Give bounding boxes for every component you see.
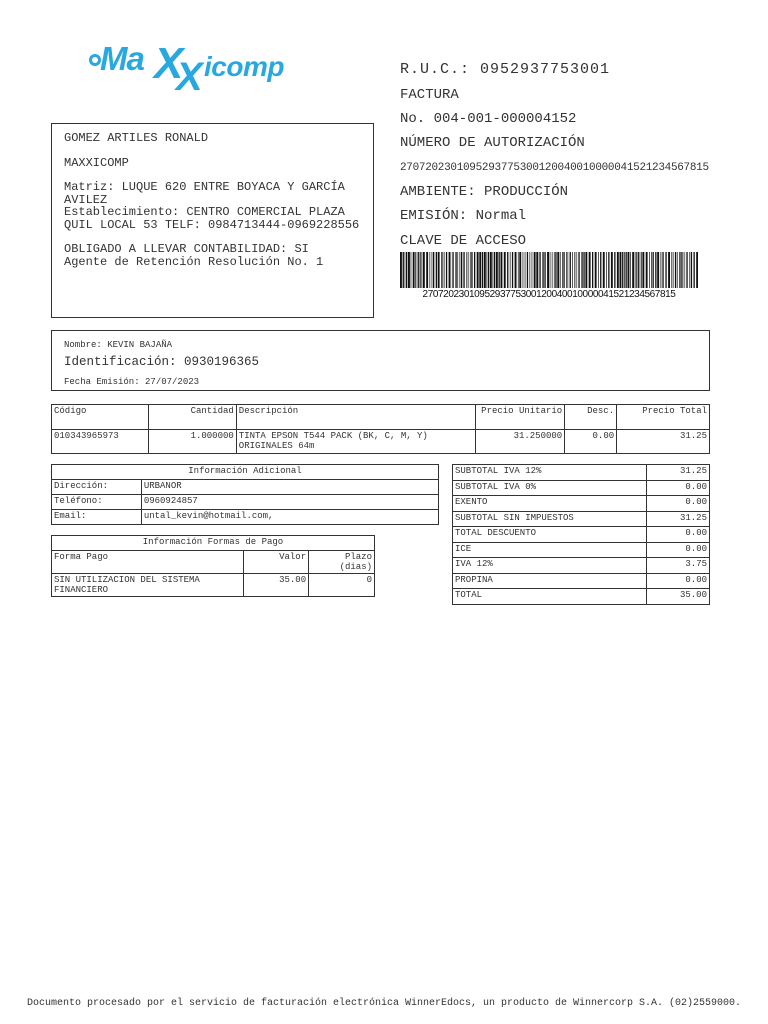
ruc-number: R.U.C.: 0952937753001 bbox=[400, 61, 611, 78]
barcode-bar bbox=[691, 252, 692, 288]
barcode-bar bbox=[512, 252, 513, 288]
total-value: 0.00 bbox=[647, 480, 710, 496]
barcode-bar bbox=[663, 252, 664, 288]
info-value: 0960924857 bbox=[141, 495, 438, 510]
barcode-bar bbox=[417, 252, 418, 288]
header-quantity: Cantidad bbox=[148, 405, 236, 430]
barcode-bar bbox=[630, 252, 631, 288]
table-row bbox=[453, 558, 710, 574]
total-label: EXENTO bbox=[453, 496, 647, 512]
barcode-bar bbox=[504, 252, 506, 288]
barcode-bar bbox=[554, 252, 555, 288]
barcode-bar bbox=[464, 252, 465, 288]
barcode-bar bbox=[470, 252, 471, 288]
barcode-bar bbox=[408, 252, 410, 288]
barcode-bar bbox=[624, 252, 625, 288]
table-row bbox=[453, 480, 710, 496]
barcode-bar bbox=[403, 252, 404, 288]
barcode-bar bbox=[493, 252, 494, 288]
barcode-bar bbox=[687, 252, 688, 288]
table-row bbox=[453, 527, 710, 543]
barcode-bar bbox=[581, 252, 582, 288]
payment-info-table bbox=[51, 535, 375, 597]
barcode-bar bbox=[680, 252, 681, 288]
barcode-bar bbox=[474, 252, 475, 288]
barcode-bar bbox=[461, 252, 462, 288]
svg-text:icomp: icomp bbox=[204, 51, 284, 82]
barcode-bar bbox=[452, 252, 453, 288]
barcode-bar bbox=[442, 252, 443, 288]
barcode-number: 2707202301095293775300120040010000041521234567815 bbox=[422, 289, 676, 300]
access-key-label: CLAVE DE ACCESO bbox=[400, 233, 527, 249]
barcode-bar bbox=[550, 252, 551, 288]
emission-label: EMISIÓN: Normal bbox=[400, 208, 527, 224]
items-header-row bbox=[52, 405, 710, 430]
barcode-bar bbox=[552, 252, 553, 288]
barcode-bar bbox=[589, 252, 591, 288]
issuer-name: GOMEZ ARTILES RONALD bbox=[64, 131, 209, 145]
environment-label: AMBIENTE: PRODUCCIÓN bbox=[400, 184, 569, 200]
barcode-bar bbox=[441, 252, 442, 288]
barcode-bar bbox=[689, 252, 690, 288]
header-payment-method: Forma Pago bbox=[52, 551, 244, 574]
svg-text:Ma: Ma bbox=[100, 40, 144, 77]
total-value: 0.00 bbox=[647, 542, 710, 558]
info-value: untal_kevin@hotmail.com, bbox=[141, 510, 438, 525]
total-value: 0.00 bbox=[647, 527, 710, 543]
barcode-bar bbox=[638, 252, 639, 288]
barcode-bar bbox=[400, 252, 402, 288]
footer-note: Documento procesado por el servicio de facturación electrónica WinnerEdocs, un producto de Winnercorp S.A. (02)2559000. bbox=[26, 998, 742, 1009]
barcode-bar bbox=[640, 252, 641, 288]
barcode-bar bbox=[432, 252, 433, 288]
table-row bbox=[453, 542, 710, 558]
barcode-bar bbox=[479, 252, 481, 288]
issuer-accounting: OBLIGADO A LLEVAR CONTABILIDAD: SI bbox=[64, 242, 309, 256]
barcode-bar bbox=[585, 252, 587, 288]
barcode-bar bbox=[460, 252, 461, 288]
barcode-bar bbox=[515, 252, 517, 288]
barcode-bar bbox=[540, 252, 541, 288]
item-unit-price: 31.250000 bbox=[476, 430, 565, 454]
table-row bbox=[453, 511, 710, 527]
total-label: TOTAL DESCUENTO bbox=[453, 527, 647, 543]
barcode-bar bbox=[494, 252, 495, 288]
barcode-bar bbox=[463, 252, 464, 288]
payment-method: SIN UTILIZACION DEL SISTEMA FINANCIERO bbox=[52, 574, 244, 597]
barcode-bar bbox=[406, 252, 407, 288]
item-quantity: 1.000000 bbox=[148, 430, 236, 454]
barcode-bar bbox=[611, 252, 613, 288]
buyer-info-box bbox=[51, 330, 710, 391]
barcode-bar bbox=[606, 252, 607, 288]
barcode-bar bbox=[422, 252, 423, 288]
barcode-bar bbox=[579, 252, 580, 288]
barcode-bar bbox=[657, 252, 659, 288]
barcode-bar bbox=[649, 252, 650, 288]
barcode-bar bbox=[603, 252, 605, 288]
header-payment-value: Valor bbox=[244, 551, 309, 574]
barcode-bar bbox=[426, 252, 428, 288]
barcode-bar bbox=[661, 252, 662, 288]
barcode-bar bbox=[444, 252, 445, 288]
payment-info-title: Información Formas de Pago bbox=[52, 536, 375, 551]
barcode-bar bbox=[536, 252, 538, 288]
barcode-bar bbox=[628, 252, 630, 288]
header-description: Descripción bbox=[236, 405, 476, 430]
barcode-bar bbox=[415, 252, 416, 288]
barcode-bar bbox=[636, 252, 637, 288]
buyer-name: Nombre: KEVIN BAJAÑA bbox=[64, 340, 173, 350]
barcode-bar bbox=[542, 252, 543, 288]
items-table bbox=[51, 404, 710, 454]
total-label: IVA 12% bbox=[453, 558, 647, 574]
total-value: 31.25 bbox=[647, 511, 710, 527]
item-total: 31.25 bbox=[617, 430, 710, 454]
additional-info-title: Información Adicional bbox=[52, 465, 439, 480]
barcode-bar bbox=[484, 252, 486, 288]
additional-info-table bbox=[51, 464, 439, 525]
barcode-bar bbox=[642, 252, 644, 288]
barcode-bar bbox=[525, 252, 526, 288]
barcode-bar bbox=[405, 252, 406, 288]
barcode-bar bbox=[560, 252, 561, 288]
barcode-bar bbox=[562, 252, 563, 288]
issue-date: Fecha Emisión: 27/07/2023 bbox=[64, 377, 200, 387]
issuer-retention: Agente de Retención Resolución No. 1 bbox=[64, 254, 324, 269]
issuer-trade-name: MAXXICOMP bbox=[64, 155, 129, 170]
document-number: No. 004-001-000004152 bbox=[400, 111, 577, 127]
barcode-bar bbox=[608, 252, 609, 288]
barcode-bar bbox=[583, 252, 584, 288]
barcode-bar bbox=[487, 252, 488, 288]
table-row bbox=[52, 430, 710, 454]
access-key-barcode bbox=[400, 252, 698, 288]
table-row bbox=[52, 574, 375, 597]
barcode-bar bbox=[418, 252, 419, 288]
total-label: PROPINA bbox=[453, 573, 647, 589]
barcode-bar bbox=[684, 252, 685, 288]
barcode-bar bbox=[488, 252, 489, 288]
payment-value: 35.00 bbox=[244, 574, 309, 597]
barcode-bar bbox=[682, 252, 683, 288]
barcode-bar bbox=[646, 252, 648, 288]
barcode-bar bbox=[679, 252, 680, 288]
table-row bbox=[453, 465, 710, 481]
barcode-bar bbox=[635, 252, 636, 288]
barcode-bar bbox=[532, 252, 533, 288]
item-description: TINTA EPSON T544 PACK (BK, C, M, Y) ORIGINALES 64m bbox=[236, 430, 476, 454]
barcode-bar bbox=[592, 252, 593, 288]
barcode-bar bbox=[614, 252, 615, 288]
barcode-bar bbox=[668, 252, 670, 288]
barcode-bar bbox=[665, 252, 666, 288]
barcode-bar bbox=[518, 252, 519, 288]
authorization-number: 2707202301095293775300120040010000041521234567815 bbox=[400, 162, 709, 174]
barcode-bar bbox=[677, 252, 678, 288]
barcode-bar bbox=[686, 252, 687, 288]
barcode-bar bbox=[544, 252, 545, 288]
total-value: 31.25 bbox=[647, 465, 710, 481]
barcode-bar bbox=[466, 252, 467, 288]
barcode-bar bbox=[600, 252, 601, 288]
barcode-bar bbox=[626, 252, 627, 288]
barcode-bar bbox=[555, 252, 556, 288]
buyer-identification: Identificación: 0930196365 bbox=[64, 355, 260, 369]
barcode-bar bbox=[501, 252, 503, 288]
barcode-bar bbox=[453, 252, 454, 288]
total-value: 3.75 bbox=[647, 558, 710, 574]
barcode-bar bbox=[651, 252, 652, 288]
barcode-bar bbox=[622, 252, 623, 288]
barcode-bar bbox=[694, 252, 695, 288]
company-logo bbox=[86, 32, 301, 92]
totals-table bbox=[452, 464, 710, 605]
barcode-bar bbox=[477, 252, 479, 288]
table-row bbox=[453, 496, 710, 512]
barcode-bar bbox=[457, 252, 458, 288]
barcode-bar bbox=[655, 252, 656, 288]
barcode-bar bbox=[566, 252, 567, 288]
barcode-bar bbox=[578, 252, 579, 288]
barcode-bar bbox=[519, 252, 521, 288]
header-payment-term: Plazo (dias) bbox=[309, 551, 375, 574]
total-label: SUBTOTAL IVA 0% bbox=[453, 480, 647, 496]
info-value: URBANOR bbox=[141, 480, 438, 495]
total-value: 0.00 bbox=[647, 496, 710, 512]
payment-term: 0 bbox=[309, 574, 375, 597]
svg-text:X: X bbox=[154, 39, 184, 88]
barcode-bar bbox=[641, 252, 642, 288]
barcode-bar bbox=[413, 252, 415, 288]
issuer-establishment: Establecimiento: CENTRO COMERCIAL PLAZA QUIL LOCAL 53 TELF: 0984713444-0969228556 bbox=[64, 205, 360, 232]
barcode-bar bbox=[496, 252, 498, 288]
barcode-bar bbox=[574, 252, 575, 288]
barcode-bar bbox=[696, 252, 698, 288]
header-total: Precio Total bbox=[617, 405, 710, 430]
barcode-bar bbox=[568, 252, 569, 288]
barcode-bar bbox=[499, 252, 500, 288]
barcode-bar bbox=[433, 252, 434, 288]
barcode-bar bbox=[547, 252, 549, 288]
item-discount: 0.00 bbox=[565, 430, 617, 454]
svg-text:X: X bbox=[176, 55, 203, 92]
barcode-bar bbox=[430, 252, 431, 288]
header-code: Código bbox=[52, 405, 149, 430]
total-label: SUBTOTAL SIN IMPUESTOS bbox=[453, 511, 647, 527]
total-label: ICE bbox=[453, 542, 647, 558]
issuer-info-box bbox=[51, 123, 374, 318]
barcode-bar bbox=[675, 252, 676, 288]
table-row bbox=[52, 510, 439, 525]
header-unit-price: Precio Unitario bbox=[476, 405, 565, 430]
barcode-bar bbox=[673, 252, 674, 288]
barcode-bar bbox=[423, 252, 425, 288]
barcode-bar bbox=[653, 252, 654, 288]
barcode-bar bbox=[572, 252, 573, 288]
info-label: Dirección: bbox=[52, 480, 142, 495]
barcode-bar bbox=[490, 252, 492, 288]
barcode-bar bbox=[446, 252, 447, 288]
barcode-bar bbox=[576, 252, 577, 288]
barcode-bar bbox=[471, 252, 472, 288]
barcode-bar bbox=[671, 252, 672, 288]
barcode-bar bbox=[632, 252, 634, 288]
total-label: TOTAL bbox=[453, 589, 647, 605]
issuer-matriz: Matriz: LUQUE 620 ENTRE BOYACA Y GARCÍA AVILEZ bbox=[64, 180, 345, 207]
barcode-bar bbox=[527, 252, 528, 288]
barcode-bar bbox=[530, 252, 531, 288]
info-label: Teléfono: bbox=[52, 495, 142, 510]
info-label: Email: bbox=[52, 510, 142, 525]
document-type: FACTURA bbox=[400, 87, 459, 103]
table-row bbox=[52, 480, 439, 495]
barcode-bar bbox=[534, 252, 536, 288]
total-label: SUBTOTAL IVA 12% bbox=[453, 465, 647, 481]
barcode-bar bbox=[595, 252, 597, 288]
total-value: 35.00 bbox=[647, 589, 710, 605]
barcode-bar bbox=[598, 252, 599, 288]
table-row bbox=[453, 589, 710, 605]
total-value: 0.00 bbox=[647, 573, 710, 589]
barcode-bar bbox=[662, 252, 663, 288]
table-row bbox=[52, 495, 439, 510]
barcode-bar bbox=[438, 252, 440, 288]
barcode-bar bbox=[617, 252, 619, 288]
barcode-bar bbox=[455, 252, 456, 288]
item-code: 010343965973 bbox=[52, 430, 149, 454]
barcode-bar bbox=[563, 252, 564, 288]
payment-header-row bbox=[52, 551, 375, 574]
barcode-bar bbox=[420, 252, 421, 288]
barcode-bar bbox=[523, 252, 524, 288]
barcode-bar bbox=[539, 252, 540, 288]
header-discount: Desc. bbox=[565, 405, 617, 430]
barcode-bar bbox=[507, 252, 508, 288]
barcode-bar bbox=[411, 252, 412, 288]
barcode-bar bbox=[510, 252, 511, 288]
table-row bbox=[453, 573, 710, 589]
barcode-bar bbox=[570, 252, 571, 288]
barcode-bar bbox=[436, 252, 437, 288]
barcode-bar bbox=[468, 252, 469, 288]
authorization-label: NÚMERO DE AUTORIZACIÓN bbox=[400, 135, 585, 151]
barcode-bar bbox=[482, 252, 483, 288]
barcode-bar bbox=[620, 252, 622, 288]
barcode-bar bbox=[557, 252, 559, 288]
barcode-bar bbox=[449, 252, 451, 288]
